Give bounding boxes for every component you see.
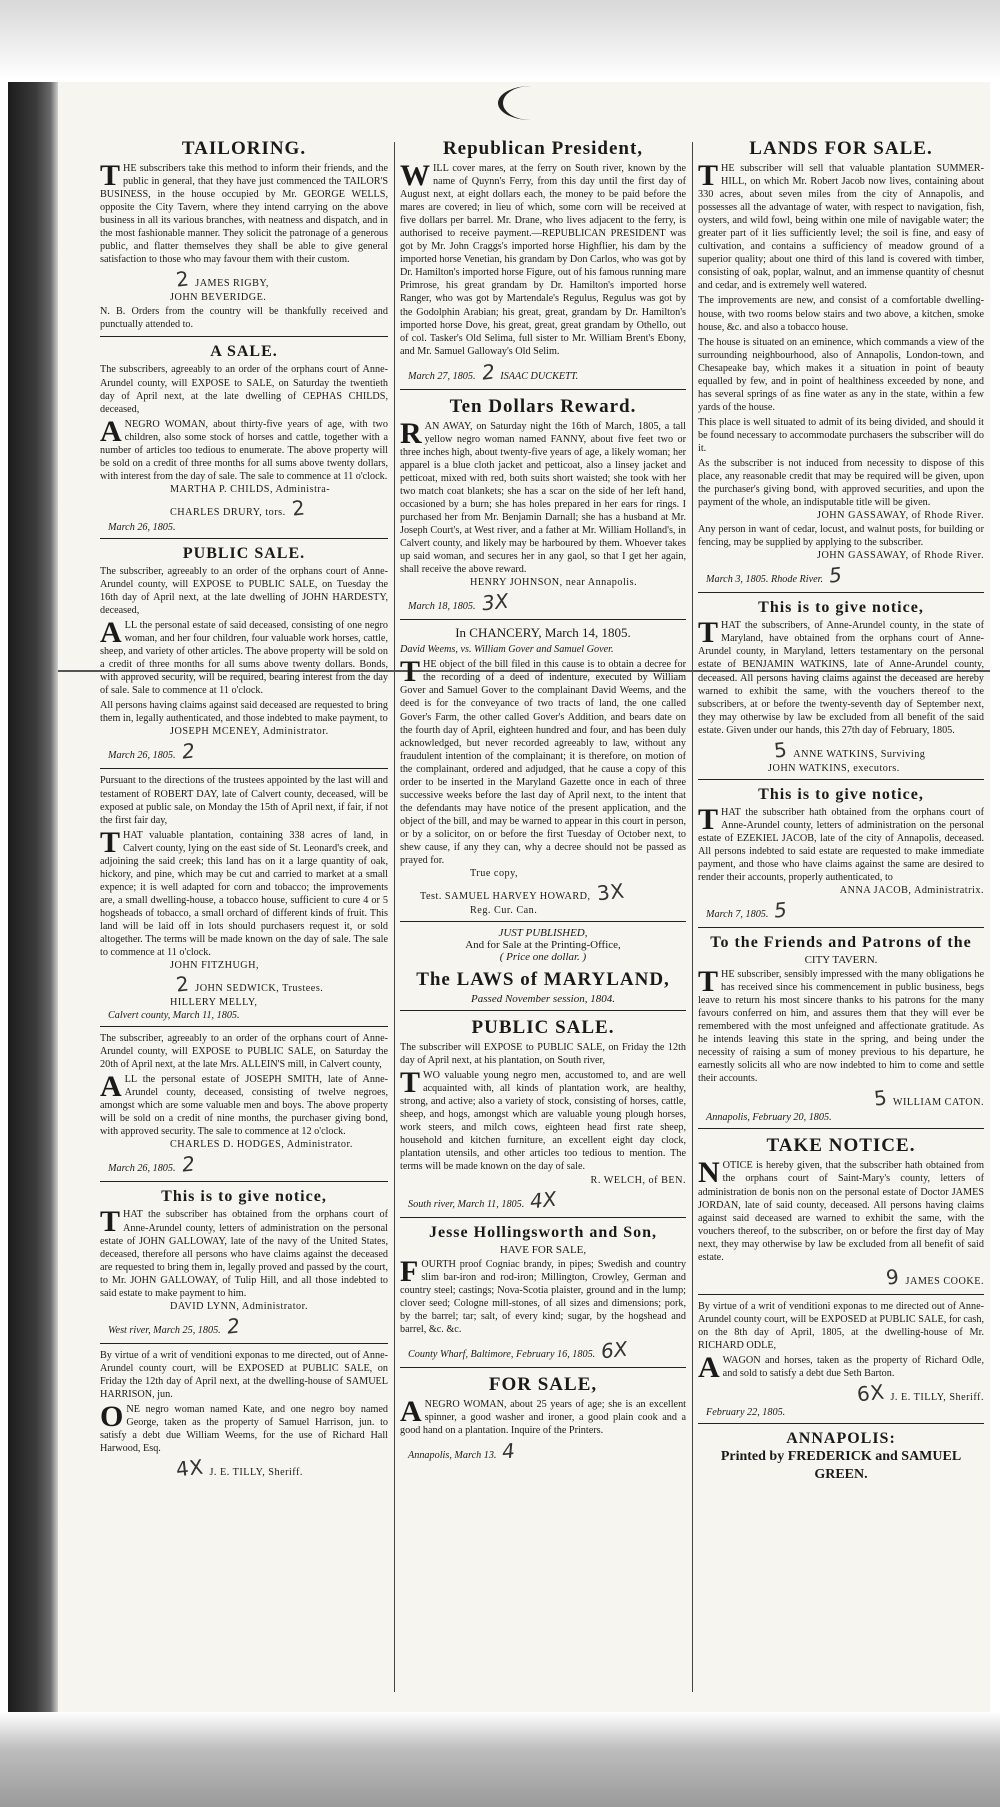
ad-trustees-sale: [100, 774, 388, 1021]
signer: MARTHA P. CHILDS, Administra-: [170, 483, 331, 495]
ad-intro: The subscribers, agreeably to an order of the orphans court of Anne-Arundel county, will EXPOSE to SALE, on Saturday the twentieth day of April next, at the late dwelling of CEPHAS CHILDS, deceased,: [100, 364, 388, 415]
section-rule: [100, 336, 388, 337]
section-rule: [400, 921, 686, 922]
signer: JOHN FITZHUGH,: [170, 960, 260, 972]
signer: JOHN BEVERIDGE.: [170, 292, 267, 304]
imprint-place: ANNAPOLIS:: [786, 1430, 896, 1448]
ad-date: County Wharf, Baltimore, February 16, 1805. 6X: [408, 1336, 629, 1364]
handwritten-mark: 3X: [480, 588, 510, 616]
ad-body: As the subscriber is not induced from necessity to dispose of this place, any reasonable credit that may be required will be given, upon the purchaser's giving bond, with approved securities, and upon the payment of the whole, an indisputable title will be given.: [698, 458, 984, 509]
handwritten-mark: 6X: [600, 1336, 629, 1364]
ad-body: NOTICE is hereby given, that the subscriber hath obtained from the orphans court of Saint-Mary's county, letters of administration de bonis non on the personal estate of Doctor JAMES JORDAN, late of said county, deceased. All persons having claims against said deceased are warned to exhibit the same, with the vouchers thereof, to the subscriber, on or before the first day of May next, they may otherwise by law be excluded from all benefit of said estate.: [698, 1156, 984, 1263]
signer: ANNA JACOB, Administratrix.: [839, 885, 984, 897]
ad-body: The house is situated on an eminence, which commands a view of the surrounding neighbourhood, also of Annapolis, London-town, and Chesapeake bay, which makes it a situation in point of beauty equalled by few, and in point of healthiness exceeded by none, and has several springs of as fine water as any in the state, within a few yards of the house.: [698, 336, 984, 413]
ad-intro: The subscriber, agreeably to an order of the orphans court of Anne-Arundel county, will EXPOSE to PUBLIC SALE, on Tuesday the 16th day of April next, at the late dwelling of JOHN HARDESTY, deceased,: [100, 565, 388, 617]
signer: HILLERY MELLY,: [170, 997, 258, 1009]
ad-title: Jesse Hollingsworth and Son,: [428, 1223, 658, 1241]
ad-date: March 7, 1805. 5: [706, 897, 789, 923]
ad-subtitle: HAVE FOR SALE,: [499, 1243, 587, 1256]
ad-title: To the Friends and Patrons of the: [710, 934, 972, 952]
handwritten-mark: 5: [772, 737, 789, 763]
ad-body: ONE negro woman named Kate, and one negro boy named George, taken as the property of Samuel Harrison, jun. to satisfy a debt due William Weems, for the use of Richard Hall Harwood, Esq.: [100, 1400, 388, 1455]
ad-for-sale: [400, 1374, 686, 1463]
imprint-printers: Printed by FREDERICK and SAMUEL GREEN.: [720, 1449, 962, 1483]
ad-body: RAN AWAY, on Saturday night the 16th of March, 1805, a tall yellow negro woman named FANNY, about five feet two or three inches high, about twenty-five years of age, a likely woman; her apparel is a blue cloth jacket and petticoat, also a linsey jacket and petticoat, mixed with red, both suits short waisted; she took with her two match coat blankets; she has a scar on the side of her left hand, occasioned by a burn; she has holes prepared in her ears for rings. I purchased her from Mr. Benjamin Darnall; she has a husband at Mr. Joseph Court's, at West river, and a father at Mr. William Holland's, in Calvert county, and likely may be harboured by them. Whoever takes up said woman, and secures her in any gaol, so that I get her again, shall receive the above reward.: [400, 416, 686, 576]
signer: HENRY JOHNSON, near Annapolis.: [470, 577, 638, 589]
ad-title: A SALE.: [210, 343, 278, 361]
signer: Reg. Cur. Can.: [470, 905, 538, 917]
ad-notice-jacob: [698, 786, 984, 922]
ad-body: THE subscriber will sell that valuable plantation SUMMER-HILL, on which Mr. Robert Jacob now lives, containing about 330 acres, about seven miles from the city of Annapolis, and possesses all the advantage of water, with respect to navigation, fish, oysters, and wild fowl, being within one mile of navigable water; the greater part of it lies sufficiently level; the soil is fine, and easy of cultivation, and contains a sufficiency of meadow ground of a superior quality; about one third of this land is covered with timber, consisting of oak, poplar, walnut, and an immense quantity of chesnut and cedar, and is extremely well watered.: [698, 159, 984, 292]
ad-body: THAT the subscriber hath obtained from the orphans court of Anne-Arundel county, letters of administration on the personal estate of EZEKIEL JACOB, late of the city of Annapolis, deceased. All persons indebted to said estate are requested to make immediate payment, and those who have claims against the same are desired to render their accounts, properly authenticated, to: [698, 802, 984, 883]
ad-tailoring: [100, 138, 388, 331]
ad-public-sale-welch: [400, 1017, 686, 1211]
section-rule: [698, 927, 984, 928]
laws-price: ( Price one dollar. ): [499, 951, 587, 964]
ad-date: South river, March 11, 1805. 4X: [408, 1186, 558, 1213]
ad-hollingsworth: [400, 1224, 686, 1362]
column-right: [698, 132, 984, 1692]
section-rule: [400, 619, 686, 620]
ad-writ-odle: [698, 1300, 984, 1418]
ad-date: Calvert county, March 11, 1805.: [108, 1010, 240, 1022]
chancery-parties: David Weems, vs. William Gover and Samuel Gover.: [400, 644, 614, 656]
ad-note: N. B. Orders from the country will be thankfully received and punctually attended to.: [100, 306, 388, 331]
ad-body: AWAGON and horses, taken as the property of Richard Odle, and sold to satisfy a debt due Seth Barton.: [698, 1351, 984, 1384]
section-rule: [100, 768, 388, 769]
handwritten-mark: 2: [225, 1313, 241, 1339]
ad-body: ANEGRO WOMAN, about thirty-five years of age, with two children, also some stock of horses and cattle, together with a number of articles too tedious to enumerate. The above property will be sold on a credit of three months for all sums above twenty dollars, with interest from the day of sale. The sale to commence at 11 o'clock.: [100, 414, 388, 482]
handwritten-mark: 6X: [855, 1379, 886, 1407]
signer: JOHN WATKINS, executors.: [768, 762, 900, 774]
ad-date: March 26, 1805.: [108, 521, 176, 533]
ad-body: The improvements are new, and consist of a comfortable dwelling-house, with two rooms below stairs and two above, a kitchen, smoke house, &c. and also a tobacco house.: [698, 295, 984, 333]
handwritten-mark: 4: [501, 1438, 517, 1464]
ad-body: This place is well situated to admit of its being divided, and should it be found necessary to accommodate purchasers the subscriber will do it.: [698, 416, 984, 454]
section-rule: [400, 1367, 686, 1368]
ad-chancery: [400, 625, 686, 916]
binding-spine: [8, 82, 58, 1712]
ad-date: March 3, 1805. Rhode River. 5: [706, 562, 844, 588]
ad-ten-dollars-reward: [400, 396, 686, 615]
column-rule-2: [692, 142, 693, 1692]
ad-body: ALL the personal estate of said deceased, consisting of one negro woman, and her four children, four valuable work horses, cattle, sheep, and variety of other articles. The above property will be sold on a credit of three months for all sums above twenty dollars. Bonds, with approved security, will be required, bearing interest from the day of sale. Sale to commence at 11 o'clock.: [100, 616, 388, 697]
handwritten-mark: 5: [773, 897, 789, 923]
laws-line: JUST PUBLISHED,: [498, 927, 588, 940]
ad-city-tavern: [698, 934, 984, 1123]
signer: JOHN GASSAWAY, of Rhode River.: [816, 510, 984, 522]
ad-take-notice: [698, 1135, 984, 1288]
signer: 6X J. E. TILLY, Sheriff.: [855, 1379, 984, 1407]
signer: 2 JAMES RIGBY,: [174, 266, 269, 293]
section-rule: [400, 389, 686, 390]
handwritten-mark: 2: [180, 738, 196, 765]
column-left: [100, 132, 388, 1692]
ad-body: ANEGRO WOMAN, about 25 years of age; she is an excellent spinner, a good washer and ironer, a good plain cook and a good hand on a plantation. Inquire of the Printers.: [400, 1394, 686, 1436]
ad-body: THE subscriber, sensibly impressed with the many obligations he has received since his commencement in public business, begs leave to return his most sincere thanks to his patrons for the many favours conferred on him, and assures them that they will ever be remembered with the most unfeigned and affectionate gratitude. As he intends leaving this state in the spring, and being under the necessity of raising a sum of money previous to his departure, he earnestly solicits all who are now indebted to him to come and settle their accounts.: [698, 965, 984, 1085]
ad-date: Annapolis, March 13. 4: [408, 1438, 517, 1464]
handwritten-mark: 3X: [595, 878, 626, 906]
section-rule: [100, 1181, 388, 1182]
ad-sale-childs: [100, 343, 388, 532]
section-rule: [400, 1217, 686, 1218]
ad-intro: The subscriber, agreeably to an order of the orphans court of Anne-Arundel county, will EXPOSE to PUBLIC SALE, on Saturday the 20th of April next, at the late Mrs. ALLEIN'S mill, in Calvert county,: [100, 1033, 388, 1071]
ad-intro: Pursuant to the directions of the trustees appointed by the last will and testament of ROBERT DAY, late of Calvert county, deceased, will be exposed at public sale, on Monday the 15th of April next, if fair, if not the first fair day,: [100, 775, 388, 826]
section-rule: [698, 779, 984, 780]
ad-public-sale-hardesty: [100, 545, 388, 764]
ad-body: THE object of the bill filed in this cause is to obtain a decree for the recording of a deed of indenture, executed by William Gover and Samuel Gover to the complainant David Weems, and the deed is for the conveyance of two tracts of land, the one called Gover's Farm, the other called Gover's Addition, and bears date on the fourth day of April, eighteen hundred and four, and has been duly acknowledged, but never recorded agreeably to law, without any fraudulent intention of the complainant; it is therefore, on motion of the complainant, ordered and adjudged, that he cause a copy of this order to be inserted in the Maryland Gazette once in each of three successive weeks before the last day of April next, to the intent that the defendants may have notice of the present application, and the object of the bill, and may be warned to appear in this court in person, or by a solicitor, on or before the first Tuesday of October next, to shew cause, if any they can, why a decree should not be passed as prayed for.: [400, 655, 686, 867]
ad-body: THE subscribers take this method to inform their friends, and the public in general, that they have just commenced the TAILOR'S BUSINESS, in the house occupied by Mr. GEORGE WELLS, opposite the City Tavern, where they intend carrying on the above business in all its various branches, with neatness and dispatch, and in the most fashionable manner. They solicit the patronage of a generous public, and flatter themselves they shall be able to give general satisfaction to those who may favour them with their custom.: [100, 159, 388, 266]
scan-margin-top: [0, 0, 1000, 80]
ad-date: March 18, 1805. 3X: [408, 588, 510, 616]
signer: CHARLES DRURY, tors. 2: [170, 495, 307, 521]
ad-notice-galloway: [100, 1188, 388, 1337]
handwritten-mark: 2: [480, 359, 496, 385]
ad-date: West river, March 25, 1805. 2: [108, 1313, 241, 1339]
ad-republican-president: [400, 138, 686, 384]
ad-title: LANDS FOR SALE.: [749, 138, 933, 159]
signer: Test. SAMUEL HARVEY HOWARD, 3X: [420, 878, 626, 906]
imprint: [698, 1430, 984, 1484]
section-rule: [698, 592, 984, 593]
signer: 5 WILLIAM CATON.: [872, 1085, 984, 1112]
signer: 4X J. E. TILLY, Sheriff.: [174, 1454, 303, 1482]
column-middle: [400, 132, 686, 1692]
ad-intro: By virtue of a writ of venditioni exponas to me directed out of Anne-Arundel county court, will be EXPOSED at PUBLIC SALE, for cash, on the 8th day of April, 1805, at the dwelling-house of Mr. RICHARD ODLE,: [698, 1300, 984, 1351]
ad-laws-of-maryland: [400, 927, 686, 1005]
signer: 9 JAMES COOKE.: [885, 1264, 984, 1290]
ad-title: TAILORING.: [181, 138, 307, 159]
ad-body: Any person in want of cedar, locust, and walnut posts, for building or fencing, may be supplied by applying to the subscriber.: [698, 524, 984, 549]
signer: JOSEPH MCENEY, Administrator.: [170, 726, 329, 738]
ad-body: FOURTH proof Cogniac brandy, in pipes; Swedish and country slim bar-iron and rod-iron; Millington, Crowley, German and country steel; castings; Nova-Scotia plaister, ground and in the lump; clover seed; Cologne mill-stones, of all sizes and dimensions; pork, by the barrel; tar; salt, of every kind; sugar, by the hogshead and barrel, &c. &c.: [400, 1254, 686, 1335]
ad-title: Republican President,: [442, 138, 644, 159]
handwritten-mark: 2: [174, 971, 191, 997]
signer: 5 ANNE WATKINS, Surviving: [772, 737, 926, 763]
section-rule: [698, 1423, 984, 1424]
ad-title: PUBLIC SALE.: [182, 544, 306, 562]
copy-line: True copy,: [470, 868, 519, 880]
laws-line: Passed November session, 1804.: [471, 993, 615, 1006]
ad-title: The LAWS of MARYLAND,: [416, 969, 670, 991]
signer: 2 JOHN SEDWICK, Trustees.: [174, 971, 324, 997]
ad-title: This is to give notice,: [161, 1188, 327, 1206]
newspaper-page: [58, 82, 990, 1712]
ad-subtitle: CITY TAVERN.: [804, 954, 878, 967]
section-rule: [400, 1010, 686, 1011]
handwritten-mark: 4X: [174, 1454, 205, 1482]
signer: DAVID LYNN, Administrator.: [170, 1300, 308, 1312]
section-rule: [100, 1343, 388, 1344]
page-curl-mark: [498, 86, 563, 120]
handwritten-mark: 9: [885, 1264, 901, 1290]
ad-title: PUBLIC SALE.: [471, 1017, 615, 1039]
chancery-heading: In CHANCERY, March 14, 1805.: [455, 625, 631, 641]
ad-intro: By virtue of a writ of venditioni exponas to me directed, out of Anne-Arundel county court, will be EXPOSED at PUBLIC SALE, on Friday the 12th day of April next, at the dwelling-house of SAMUEL HARRISON, jun.: [100, 1349, 388, 1400]
handwritten-mark: 2: [174, 266, 191, 293]
ad-sale-smith: [100, 1032, 388, 1176]
ad-body: THAT the subscriber has obtained from the orphans court of Anne-Arundel county, letters of administration on the personal estate of JOHN GALLOWAY, late of the navy of the United States, deceased, therefore all persons who have claims against the deceased are requested to bring them in, legally proved and passed by the court, to Mr. JOHN GALLOWAY, of Tulip Hill, and all those indebted to said estate to make payment to him.: [100, 1205, 388, 1299]
ad-lands-for-sale: [698, 138, 984, 587]
handwritten-mark: 2: [180, 1151, 196, 1178]
ad-title: Ten Dollars Reward.: [449, 395, 637, 417]
scan-margin-bottom: [0, 1712, 1000, 1807]
ad-title: FOR SALE,: [488, 1373, 598, 1395]
ad-body: WILL cover mares, at the ferry on South river, known by the name of Quynn's Ferry, from this day until the first day of August next, at eight dollars each, the money to be paid before the mares are covered; in lieu of which, some corn will be received at five dollars per barrel. Mr. Drane, who lives adjacent to the ferry, is authorised to receive payment.—REPUBLICAN PRESIDENT was got by Mr. John Craggs's imported horse Highflier, his dam by the imported horse Venetian, his grandam by Don Carlos, who was got by Dr. Hamilton's imported horse Figure, out of his famous running mare Primrose, his great grandam by Dr. Hamilton's imported horse Ranger, who was got by Martendale's Regulus, Regulus was got by the Godolphin Arabian; his great, great, grandam by Dr. Hamilton's imported horse Dove, his great, great, great grandam by Othello, out of col. Tasker's Old Selima, full sister to Mr. William Brent's Ebony, and Mr. Samuel Galloway's Old Selim.: [400, 159, 686, 357]
signer: JOHN GASSAWAY, of Rhode River.: [816, 550, 984, 562]
signer: CHARLES D. HODGES, Administrator.: [170, 1139, 353, 1151]
laws-line: And for Sale at the Printing-Office,: [465, 939, 621, 952]
section-rule: [698, 1128, 984, 1129]
handwritten-mark: 5: [827, 562, 844, 588]
column-rule-1: [394, 142, 395, 1692]
ad-writ-harrison: [100, 1349, 388, 1480]
ad-title: TAKE NOTICE.: [766, 1135, 916, 1157]
ad-date: Annapolis, February 20, 1805.: [706, 1112, 832, 1124]
ad-body: TWO valuable young negro men, accustomed to, and are well acquainted with, all kinds of plantation work, are healthy, strong, and active; also a variety of stock, consisting of horses, cattle, sheep, and hogs, amongst which are valuable young plough horses, work steers, and milch cows, eighteen head first rate sheep, household and kitchen furniture, an excellent eight day clock, plantation utensils, and other articles too tedious to mention. The terms will be made known on the day of sale.: [400, 1066, 686, 1173]
ad-date: March 27, 1805. 2 ISAAC DUCKETT.: [408, 359, 579, 385]
ad-body: ALL the personal estate of JOSEPH SMITH, late of Anne-Arundel county, deceased, consisting of twelve negroes, amongst which are some valuable men and boys. The above property will be sold on a credit of nine months, the purchaser giving bond, with approved security. The sale to commence at 12 o'clock.: [100, 1070, 388, 1138]
ad-title: This is to give notice,: [758, 785, 924, 803]
ad-notice-watkins: [698, 599, 984, 773]
ad-body: THAT valuable plantation, containing 338 acres of land, in Calvert county, lying on the east side of St. Leonard's creek, and adjoining the said creek; this land has on it a large quantity of oak, hickory, and pine, which may be cut and carried to market at a small expence; it is well adapted for corn and tobacco; the improvements are, a small dwelling-house, a tobacco house, sufficient to cure 4 or 5 hogsheads of tobacco, a small orchard of different kinds of fruit. This land will be laid off in lots should purchasers request it, or sold altogether. The terms will be made known on the day of sale. The sale to commence at 11 o'clock.: [100, 825, 388, 959]
section-rule: [100, 1026, 388, 1027]
handwritten-mark: 4X: [529, 1186, 558, 1213]
ad-body: THAT the subscribers, of Anne-Arundel county, in the state of Maryland, have obtained from the orphans court of Anne-Arundel county, in Maryland, letters testamentary on the personal estate of BENJAMIN WATKINS, late of Anne-Arundel county, deceased. All persons having claims against the deceased are hereby warned to exhibit the same, with the vouchers thereof to the subscribers, at or before the twenty-seventh day of September next, they may otherwise by law be excluded from all benefit of the said estate. Given under our hands, this 27th day of February, 1805.: [698, 616, 984, 736]
handwritten-mark: 2: [290, 495, 307, 521]
handwritten-mark: 5: [872, 1085, 889, 1112]
ad-date: February 22, 1805.: [706, 1407, 786, 1419]
ad-date: March 26, 1805. 2: [108, 738, 196, 765]
ad-title: This is to give notice,: [758, 599, 924, 617]
signer: R. WELCH, of BEN.: [590, 1174, 686, 1186]
ad-body: All persons having claims against said deceased are requested to bring them in, legally authenticated, and those indebted to make payment, to: [100, 700, 388, 725]
section-rule: [698, 1294, 984, 1295]
section-rule: [100, 538, 388, 539]
ad-date: March 26, 1805. 2: [108, 1151, 196, 1178]
ad-intro: The subscriber will EXPOSE to PUBLIC SALE, on Friday the 12th day of April next, at his plantation, on South river,: [400, 1042, 686, 1067]
